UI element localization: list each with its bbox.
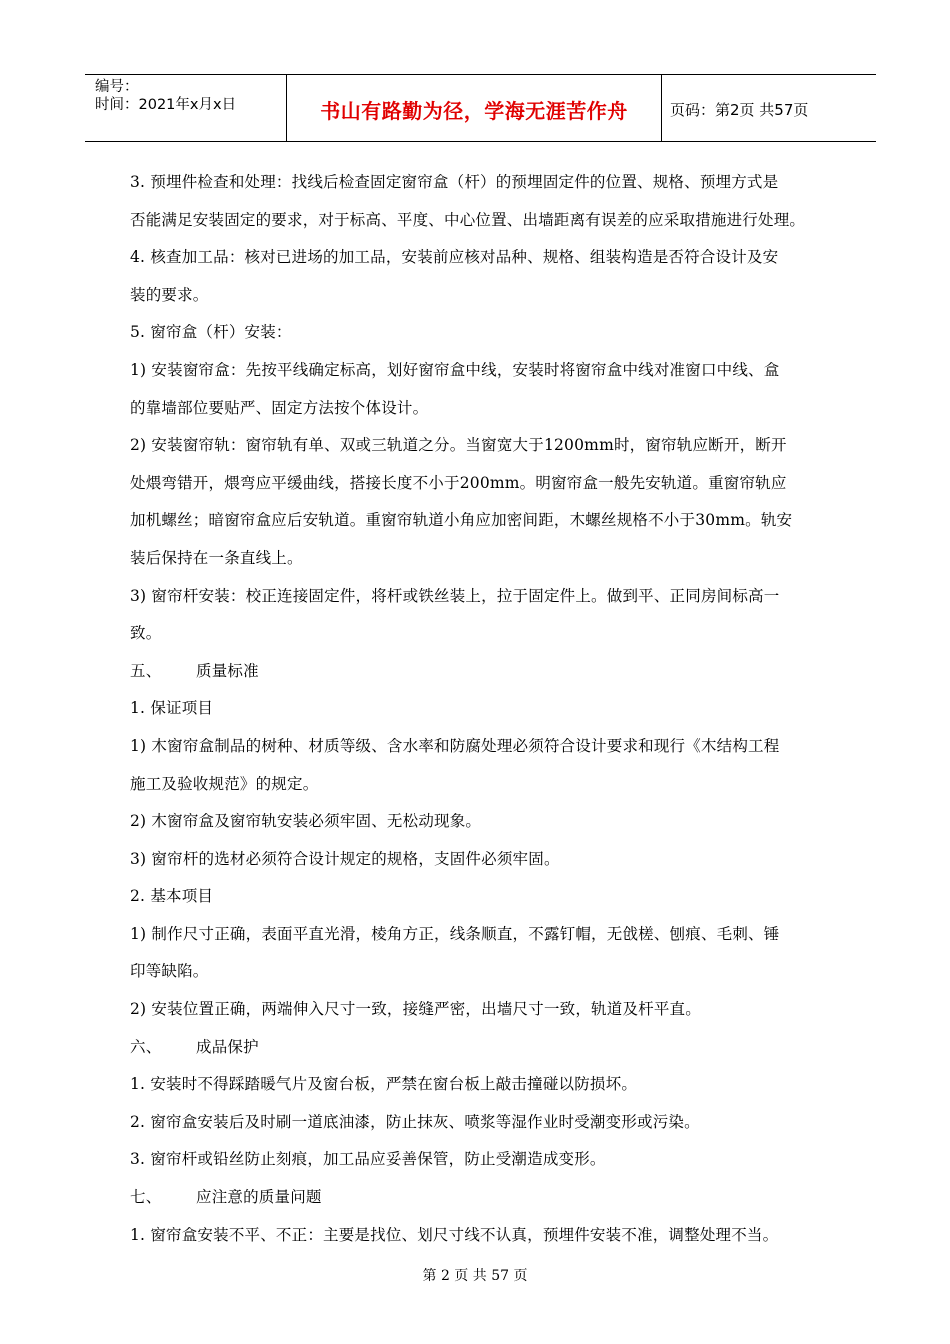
- page-header: [85, 74, 876, 142]
- body-line: 1) 安装窗帘盒：先按平线确定标高，划好窗帘盒中线，安装时将窗帘盒中线对准窗口中线、盒: [130, 360, 780, 379]
- section-number: 七、: [130, 1188, 162, 1207]
- body-line: 施工及验收规范》的规定。: [130, 774, 319, 793]
- body-line: 3. 预埋件检查和处理：找线后检查固定窗帘盒（杆）的预埋固定件的位置、规格、预埋方式是: [130, 173, 779, 191]
- body-line: 装的要求。: [130, 285, 209, 304]
- body-line: 2. 窗帘盒安装后及时刷一道底油漆，防止抹灰、喷浆等湿作业时受潮变形或污染。: [130, 1112, 700, 1131]
- section-number: 五、: [130, 661, 162, 680]
- section-heading-7: [130, 1179, 835, 1217]
- body-line: 3. 窗帘杆或铅丝防止刻痕，加工品应妥善保管，防止受潮造成变形。: [130, 1150, 606, 1169]
- body-line: 印等缺陷。: [130, 962, 209, 981]
- body-line: 装后保持在一条直线上。: [130, 548, 303, 567]
- document-time-label: 时间：2021年x月x日: [95, 97, 237, 113]
- body-line: 2. 基本项目: [130, 887, 214, 906]
- body-line: 1. 安装时不得踩踏暖气片及窗台板，严禁在窗台板上敲击撞碰以防损坏。: [130, 1075, 638, 1094]
- body-line: 5. 窗帘盒（杆）安装：: [130, 323, 292, 342]
- section-title: 成品保护: [196, 1037, 259, 1056]
- section-heading-6: [130, 1029, 835, 1067]
- body-line: 2) 安装窗帘轨：窗帘轨有单、双或三轨道之分。当窗宽大于1200mm时，窗帘轨应断开，断开: [130, 436, 787, 455]
- header-motto: 书山有路勤为径，学海无涯苦作舟: [287, 75, 662, 141]
- body-line: 2) 木窗帘盒及窗帘轨安装必须牢固、无松动现象。: [130, 812, 482, 831]
- body-line: 4. 核查加工品：核对已进场的加工品，安装前应核对品种、规格、组装构造是否符合设计及安: [130, 248, 779, 267]
- document-code-label: 编号：: [95, 79, 139, 95]
- body-line: 加机螺丝；暗窗帘盒应后安轨道。重窗帘轨道小角应加密间距，木螺丝规格不小于30mm。轨安: [130, 511, 793, 530]
- body-line: 致。: [130, 624, 162, 643]
- section-heading-5: [130, 653, 835, 691]
- body-line: 1) 木窗帘盒制品的树种、材质等级、含水率和防腐处理必须符合设计要求和现行《木结构工程: [130, 736, 780, 755]
- body-line: 2) 安装位置正确，两端伸入尺寸一致，接缝严密，出墙尺寸一致，轨道及杆平直。: [130, 1000, 701, 1019]
- header-meta: [85, 75, 287, 141]
- page-footer: [0, 1265, 950, 1285]
- section-number: 六、: [130, 1037, 162, 1056]
- body-line: 1. 保证项目: [130, 699, 214, 718]
- body-line: 否能满足安装固定的要求，对于标高、平度、中心位置、出墙距离有误差的应采取措施进行处理。: [130, 210, 806, 229]
- document-body: [130, 164, 835, 1254]
- header-page-number: 页码：第2页 共57页: [670, 100, 809, 119]
- body-line: 的靠墙部位要贴严、固定方法按个体设计。: [130, 398, 429, 417]
- section-title: 应注意的质量问题: [196, 1188, 322, 1207]
- footer-page-number: 第 2 页 共 57 页: [422, 1268, 528, 1284]
- body-line: 1. 窗帘盒安装不平、不正：主要是找位、划尺寸线不认真，预埋件安装不准，调整处理不当。: [130, 1225, 779, 1244]
- body-line: 3) 窗帘杆安装：校正连接固定件，将杆或铁丝装上，拉于固定件上。做到平、正同房间标高一: [130, 586, 780, 605]
- section-title: 质量标准: [196, 661, 259, 680]
- body-line: 处煨弯错开，煨弯应平缓曲线，搭接长度不小于200mm。明窗帘盒一般先安轨道。重窗帘轨应: [130, 473, 787, 492]
- body-line: 1) 制作尺寸正确，表面平直光滑，棱角方正，线条顺直，不露钉帽，无戗槎、刨痕、毛刺、锤: [130, 924, 780, 943]
- body-line: 3) 窗帘杆的选材必须符合设计规定的规格，支固件必须牢固。: [130, 849, 560, 868]
